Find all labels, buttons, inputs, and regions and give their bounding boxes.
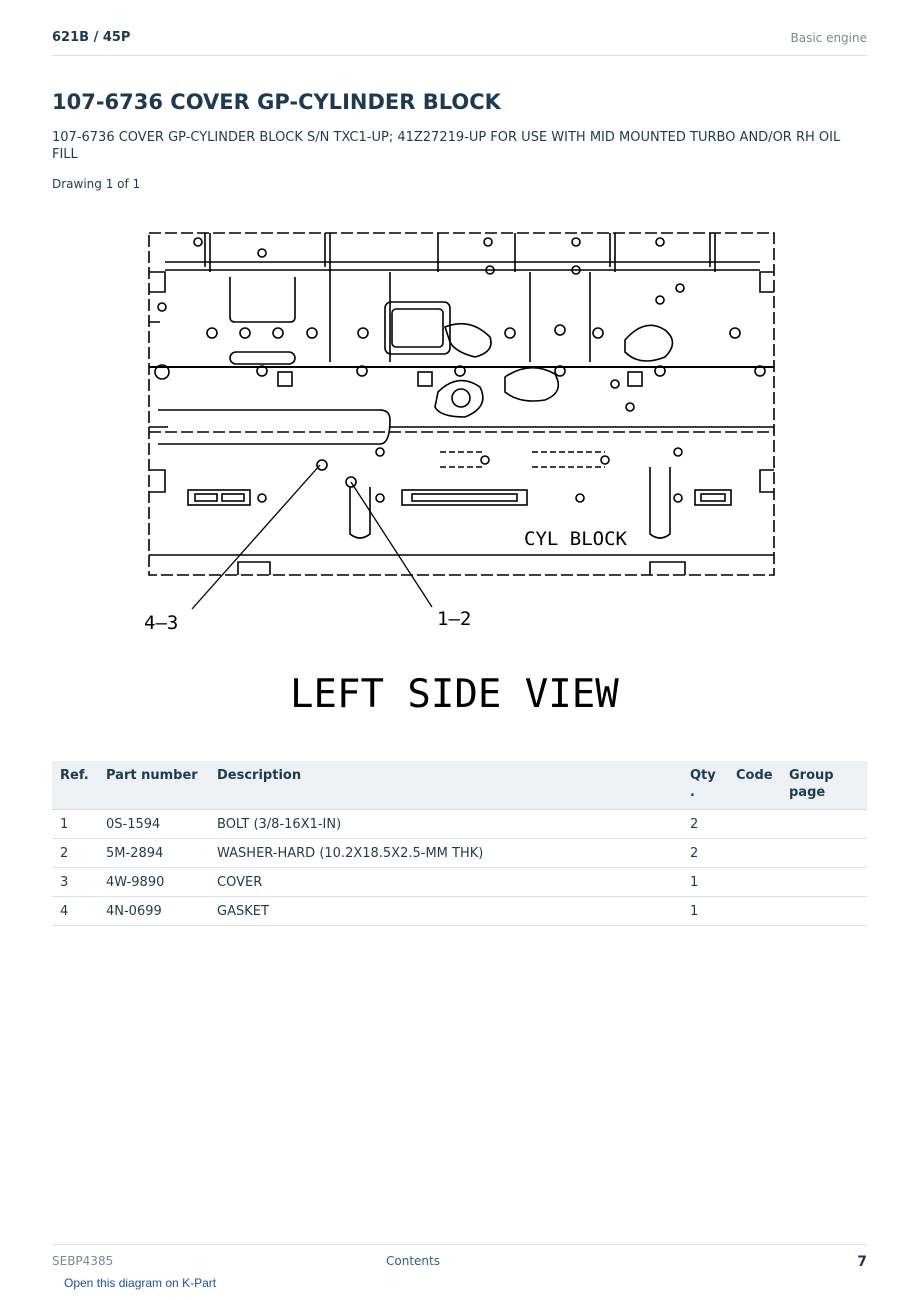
header-code: Code bbox=[728, 761, 781, 810]
page-title: 107-6736 COVER GP-CYLINDER BLOCK bbox=[52, 90, 501, 114]
table-row bbox=[52, 839, 867, 868]
part-number-cell: 5M-2894 bbox=[98, 839, 209, 868]
page-header bbox=[52, 28, 867, 56]
table-row bbox=[52, 897, 867, 926]
drawing-count-label: Drawing 1 of 1 bbox=[52, 177, 141, 191]
code-cell bbox=[728, 839, 781, 868]
qty-cell: 2 bbox=[682, 810, 728, 839]
description-cell: COVER bbox=[209, 868, 682, 897]
table-row bbox=[52, 868, 867, 897]
callout-4-3: 4–3 bbox=[144, 612, 179, 634]
parts-table bbox=[52, 761, 867, 926]
qty-cell: 1 bbox=[682, 897, 728, 926]
header-description: Description bbox=[209, 761, 682, 810]
part-number-cell: 4W-9890 bbox=[98, 868, 209, 897]
header-qty: Qty . bbox=[682, 761, 728, 810]
header-group-page: Group page bbox=[781, 761, 867, 810]
open-kpart-link[interactable]: Open this diagram on K-Part bbox=[64, 1276, 217, 1290]
document-number: SEBP4385 bbox=[52, 1254, 114, 1268]
section-label: Basic engine bbox=[790, 31, 867, 45]
qty-cell: 1 bbox=[682, 868, 728, 897]
header-part-number: Part number bbox=[98, 761, 209, 810]
table-row bbox=[52, 810, 867, 839]
ref-cell: 4 bbox=[52, 897, 98, 926]
code-cell bbox=[728, 897, 781, 926]
code-cell bbox=[728, 810, 781, 839]
description-cell: GASKET bbox=[209, 897, 682, 926]
qty-cell: 2 bbox=[682, 839, 728, 868]
callout-1-2: 1–2 bbox=[437, 608, 472, 630]
part-number-cell: 4N-0699 bbox=[98, 897, 209, 926]
table-header-row bbox=[52, 761, 867, 810]
group-page-cell bbox=[781, 839, 867, 868]
ref-cell: 1 bbox=[52, 810, 98, 839]
view-title: LEFT SIDE VIEW bbox=[290, 672, 619, 717]
page-number: 7 bbox=[857, 1254, 867, 1270]
contents-link[interactable]: Contents bbox=[386, 1254, 440, 1268]
model-label: 621B / 45P bbox=[52, 30, 131, 45]
cyl-block-label: CYL BLOCK bbox=[524, 528, 627, 550]
group-page-cell bbox=[781, 897, 867, 926]
description-cell: BOLT (3/8-16X1-IN) bbox=[209, 810, 682, 839]
code-cell bbox=[728, 868, 781, 897]
page-subtitle: 107-6736 COVER GP-CYLINDER BLOCK S/N TXC1-UP; 41Z27219-UP FOR USE WITH MID MOUNTED TURBO AND/OR RH OIL FILL bbox=[52, 130, 841, 162]
group-page-cell bbox=[781, 868, 867, 897]
group-page-cell bbox=[781, 810, 867, 839]
ref-cell: 3 bbox=[52, 868, 98, 897]
ref-cell: 2 bbox=[52, 839, 98, 868]
description-cell: WASHER-HARD (10.2X18.5X2.5-MM THK) bbox=[209, 839, 682, 868]
parts-diagram bbox=[140, 222, 790, 722]
header-ref: Ref. bbox=[52, 761, 98, 810]
page-footer bbox=[52, 1244, 867, 1275]
part-number-cell: 0S-1594 bbox=[98, 810, 209, 839]
